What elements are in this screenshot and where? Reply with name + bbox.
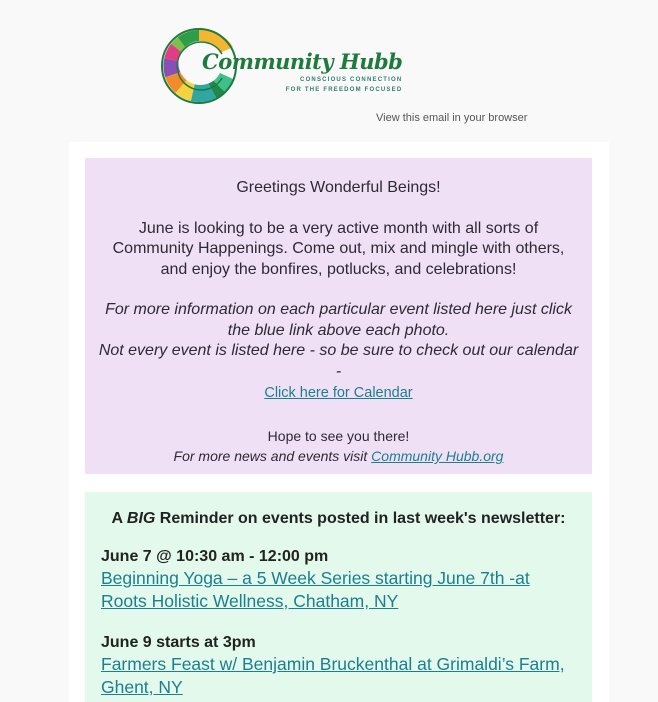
more-news-line	[85, 446, 592, 467]
event-item	[101, 633, 576, 699]
intro-paragraph: June is looking to be a very active month with all sorts of Community Happenings. Come out, mix and mingle with others, and enjoy the bonfires, potlucks, and celebrations!	[112, 219, 565, 278]
info-line-1: For more information on each particular event listed here just click the blue link above each photo.	[105, 301, 572, 339]
greeting-heading: Greetings Wonderful Beings!	[236, 179, 441, 196]
event-date: June 7 @ 10:30 am - 12:00 pm	[101, 548, 329, 565]
reminder-heading-prefix: A	[111, 510, 127, 527]
event-link[interactable]: Farmers Feast w/ Benjamin Bruckenthal at Grimaldi’s Farm, Ghent, NY	[101, 654, 565, 697]
event-link[interactable]: Beginning Yoga – a 5 Week Series starting June 7th -at Roots Holistic Wellness, Chatham, NY	[101, 568, 530, 611]
view-in-browser-link[interactable]: View this email in your browser	[376, 112, 528, 124]
email-header	[0, 0, 658, 142]
event-date: June 9 starts at 3pm	[101, 634, 256, 651]
email-body	[69, 142, 609, 702]
community-hubb-site-link[interactable]: Community Hubb.org	[371, 448, 504, 464]
reminder-heading	[101, 510, 576, 528]
community-hubb-logo[interactable]	[160, 22, 403, 110]
calendar-link[interactable]: Click here for Calendar	[264, 385, 413, 401]
reminder-heading-suffix: Reminder on events posted in last week's newsletter:	[155, 510, 566, 527]
more-news-prefix: For more news and events visit	[173, 448, 372, 464]
logo-tagline-2: FOR THE FREEDOM FOCUSED	[285, 86, 403, 93]
reminder-heading-emphasis: BIG	[126, 510, 156, 527]
intro-section	[85, 158, 592, 474]
hope-text: Hope to see you there!	[267, 427, 410, 444]
info-line-2: Not every event is listed here - so be sure to check out our calendar -	[98, 342, 579, 380]
logo-tagline-1: CONSCIOUS CONNECTION	[300, 76, 403, 83]
reminder-section	[85, 492, 592, 702]
rainbow-c-logo-icon	[160, 27, 238, 105]
event-item	[101, 547, 576, 613]
logo-title: Community Hubb	[202, 48, 403, 74]
